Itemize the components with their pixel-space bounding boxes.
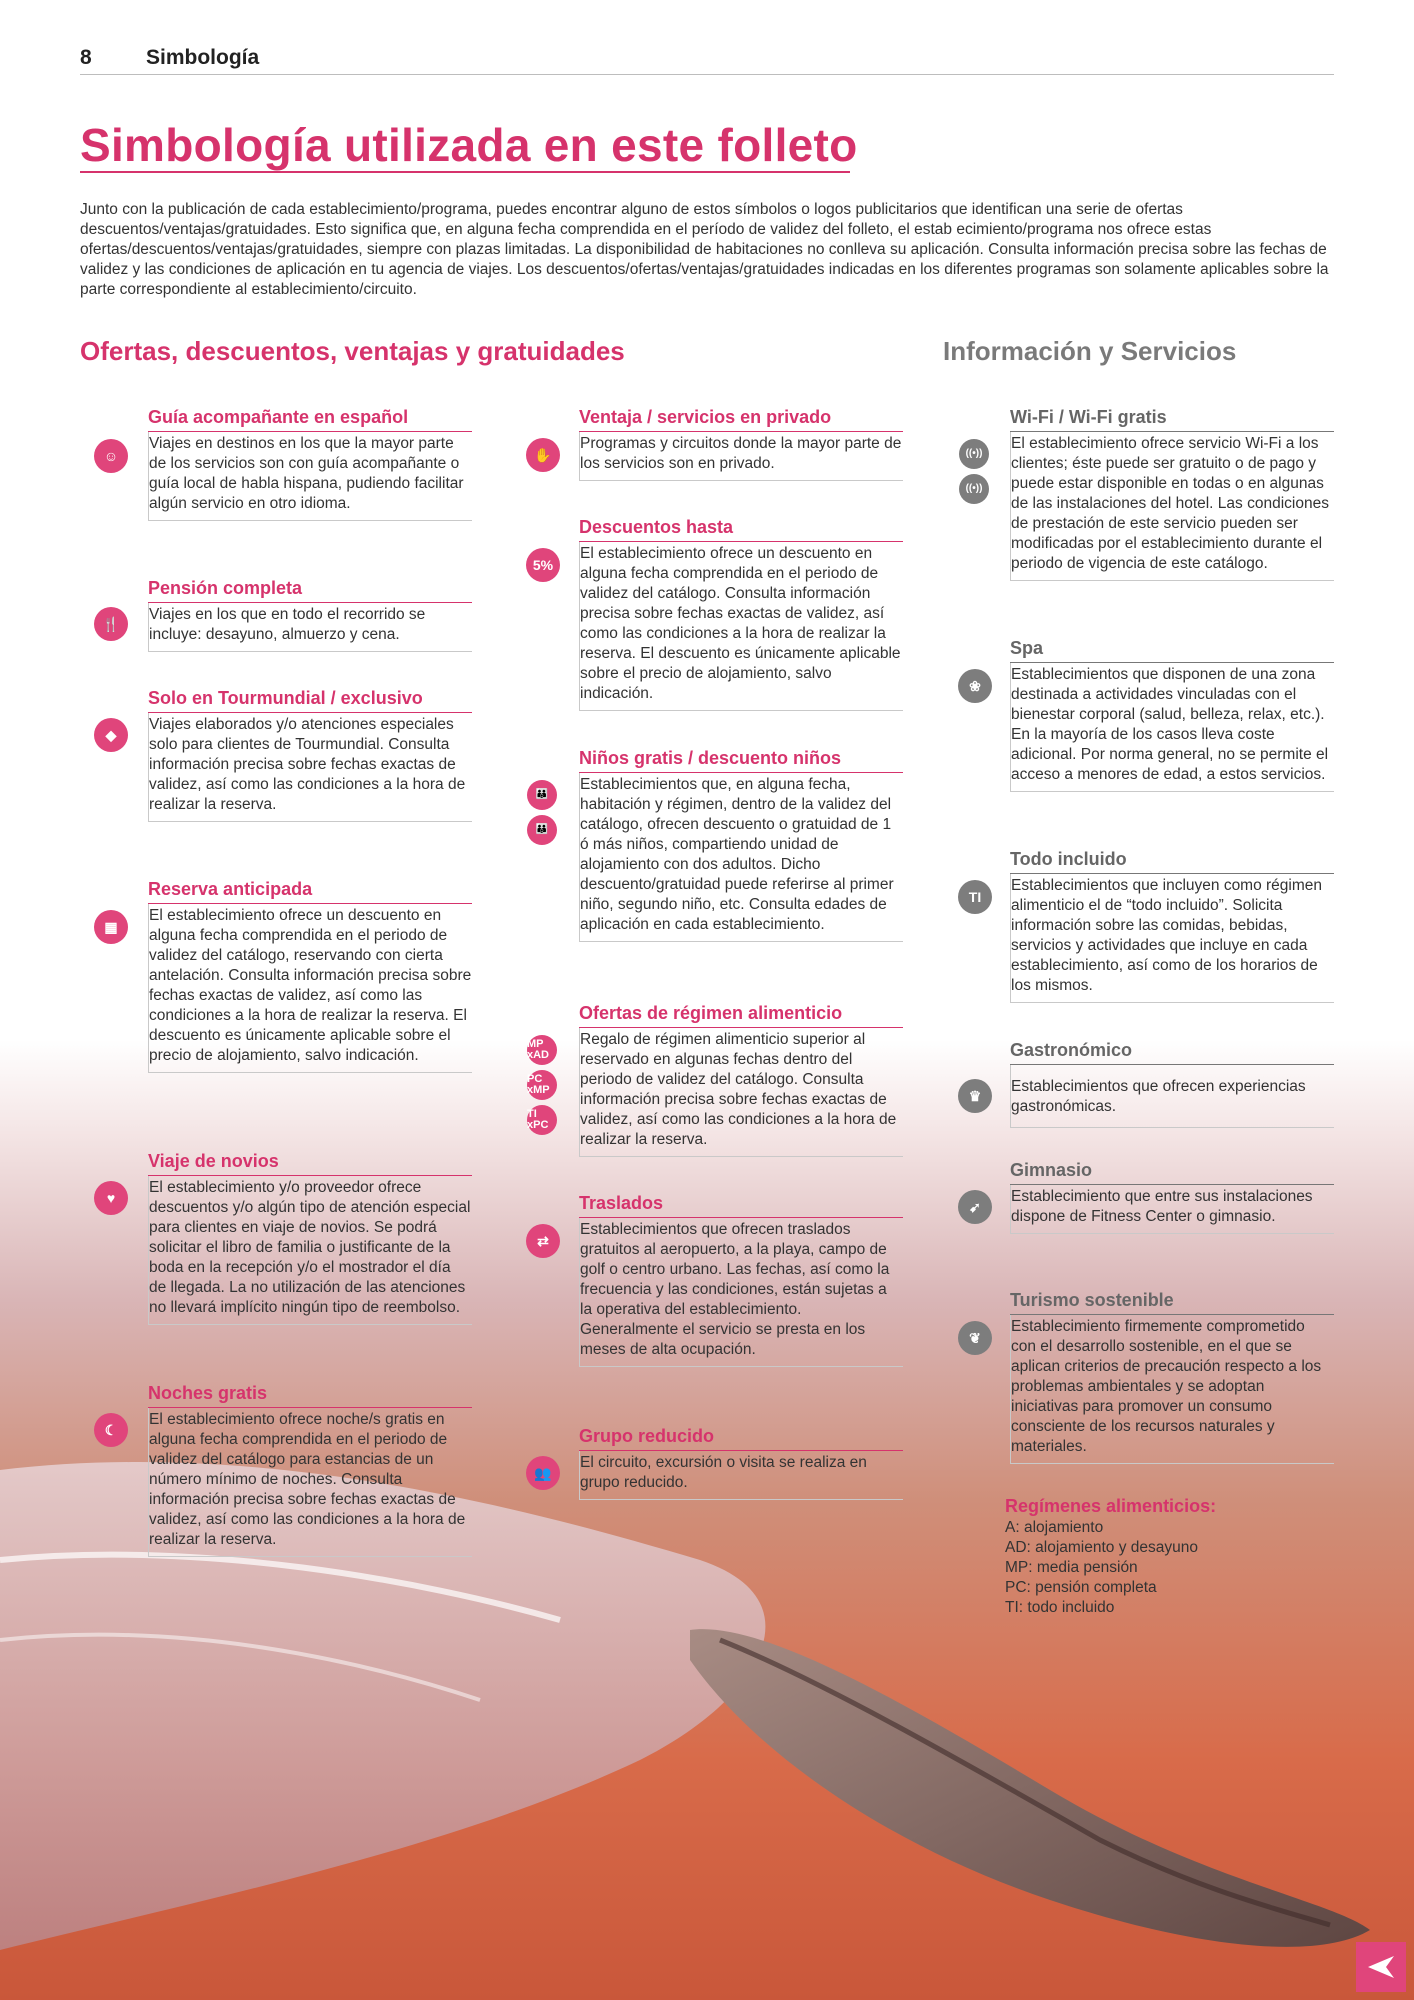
entry-title: Viaje de novios [148,1151,472,1176]
entry-descuentos-hasta [579,517,903,711]
entry-description: Programas y circuitos donde la mayor parte de los servicios son en privado. [579,432,903,481]
meal-regime-item: PC: pensión completa [1005,1579,1157,1596]
entry-description: Regalo de régimen alimenticio superior al reservado en algunas fechas dentro del periodo de validez del catálogo. Consulta información precisa sobre fechas exactas de validez, así como las condiciones a la hora de realizar la reserva. [579,1028,903,1157]
meal-plan-icon: TI xPC [527,1105,557,1135]
entry-gimnasio [1010,1160,1334,1234]
entry-description: El establecimiento ofrece servicio Wi-Fi a los clientes; éste puede ser gratuito o de pago y puede estar disponible en todas o en algunas de las instalaciones del hotel. Las condiciones de prestación de este servicio pueden ser modificadas por el establecimiento durante el periodo de vigencia de este catálogo. [1010,432,1334,581]
entry-viaje-novios [148,1151,472,1325]
entry-title: Gastronómico [1010,1040,1334,1065]
entry-description: Viajes en destinos en los que la mayor parte de los servicios son con guía acompañante o guía local de habla hispana, pudiendo facilitar algún servicio en otro idioma. [148,432,472,521]
entry-title: Niños gratis / descuento niños [579,748,903,773]
entry-title: Noches gratis [148,1383,472,1408]
entry-wifi [1010,407,1334,581]
entry-description: El establecimiento y/o proveedor ofrece descuentos y/o algún tipo de atención especial para clientes en viaje de novios. Se podrá solicitar el libro de familia o justificante de la boda en la recepción y/o el mostrador el día de llegada. La no utilización de las atenciones no llevará implícito ningún tipo de reembolso. [148,1176,472,1325]
meal-plan-icon: MP xAD [527,1035,557,1065]
entry-title: Ventaja / servicios en privado [579,407,903,432]
back-button[interactable] [1356,1942,1406,1992]
wifi-icon: ((•)) [959,474,989,504]
entry-traslados [579,1193,903,1367]
entry-title: Gimnasio [1010,1160,1334,1185]
entry-title: Descuentos hasta [579,517,903,542]
entry-title: Pensión completa [148,578,472,603]
entry-noches-gratis [148,1383,472,1557]
meal-regime-item: TI: todo incluido [1005,1599,1115,1616]
discount-icon: 5% [526,548,560,582]
group-icon: 👥 [526,1456,560,1490]
entry-gastronomico [1010,1040,1334,1128]
meal-regimes-title: Regímenes alimenticios: [1005,1496,1217,1516]
entry-description: El establecimiento ofrece noche/s gratis en alguna fecha comprendida en el periodo de validez del catálogo para estancias de un número mínimo de noches. Consulta información precisa sobre fechas exactas de validez, así como las condiciones a la hora de realizar la reserva. [148,1408,472,1557]
entry-pension-completa [148,578,472,652]
diamond-icon: ◆ [94,718,128,752]
entry-description: Establecimiento firmemente comprometido con el desarrollo sostenible, en el que se aplican criterios de precaución respecto a los problemas ambientales y se adoptan iniciativas para promover un consumo consciente de los recursos naturales y materiales. [1010,1315,1334,1464]
wifi-icon: ((•)) [959,439,989,469]
info-section-heading: Información y Servicios [943,336,1237,366]
entry-reserva-anticipada [148,879,472,1073]
spa-icon: ❀ [958,669,992,703]
meal-regime-item: AD: alojamiento y desayuno [1005,1539,1199,1556]
arrow-left-icon [1366,1954,1396,1980]
entry-ofertas-regimen [579,1003,903,1157]
entry-description: Establecimientos que disponen de una zona destinada a actividades vinculadas con el bienestar corporal (salud, belleza, relax, etc.). En la mayoría de los casos lleva coste adicional. Por norma general, no se permite el acceso a menores de edad, a estos servicios. [1010,663,1334,792]
offers-section-heading: Ofertas, descuentos, ventajas y gratuidades [80,336,625,366]
children-icon: 👪 [527,815,557,845]
leaf-icon: ❦ [958,1321,992,1355]
meal-regime-item: A: alojamiento [1005,1519,1104,1536]
entry-turismo-sostenible [1010,1290,1334,1464]
guide-icon: ☺ [94,439,128,473]
entry-guia-acompanante [148,407,472,521]
intro-paragraph: Junto con la publicación de cada establecimiento/programa, puedes encontrar alguno de estos símbolos o logos publicitarios que identifican una serie de ofertas descuentos/ventajas/gratuidades. Esto significa que, en alguna fecha comprendida en el período de validez del folleto, el estab ecimiento/programa nos ofrece estas ofertas/descuentos/ventajas/gratuidades, siempre con plazas limitadas. La disponibilidad de habitaciones no conlleva su aplicación. Consulta información precisa sobre las fechas de validez y las condiciones de aplicación en tu agencia de viajes. Los descuentos/ofertas/ventajas/gratuidades indicadas en los diferentes programas son solamente aplicables sobre la parte correspondiente al establecimiento/circuito. [80,201,1329,298]
entry-ninos-gratis [579,748,903,942]
entry-description: Establecimiento que entre sus instalaciones dispone de Fitness Center o gimnasio. [1010,1185,1334,1234]
entry-servicios-privado [579,407,903,481]
entry-title: Spa [1010,638,1334,663]
entry-title: Wi-Fi / Wi-Fi gratis [1010,407,1334,432]
entry-title: Guía acompañante en español [148,407,472,432]
entry-spa [1010,638,1334,792]
moon-icon: ☾ [94,1413,128,1447]
header-divider [80,74,1334,75]
entry-solo-tourmundial [148,688,472,822]
page-title: Simbología utilizada en este folleto [80,119,858,171]
gym-icon: ➹ [958,1190,992,1224]
entry-description: Viajes elaborados y/o atenciones especiales solo para clientes de Tourmundial. Consulta información precisa sobre fechas exactas de validez, así como las condiciones a la hora de realizar la reserva. [148,713,472,822]
all-inclusive-icon: TI [958,880,992,914]
title-underline [80,171,850,173]
entry-description: El circuito, excursión o visita se realiza en grupo reducido. [579,1451,903,1500]
entry-title: Ofertas de régimen alimenticio [579,1003,903,1028]
entry-title: Solo en Tourmundial / exclusivo [148,688,472,713]
entry-description: Establecimientos que incluyen como régimen alimenticio el de “todo incluido”. Solicita información sobre las comidas, bebidas, servicios y actividades que incluye en cada establecimiento, así como de los horarios de los mismos. [1010,874,1334,1003]
entry-title: Traslados [579,1193,903,1218]
meal-regimes-legend [1005,1496,1325,1618]
entry-grupo-reducido [579,1426,903,1500]
entry-description: El establecimiento ofrece un descuento en alguna fecha comprendida en el periodo de validez del catálogo. Consulta información precisa sobre fechas exactas de validez, así como las condiciones a la hora de realizar la reserva. El descuento es únicamente aplicable sobre el precio de alojamiento, salvo indicación. [579,542,903,711]
entry-description: Viajes en los que en todo el recorrido se incluye: desayuno, almuerzo y cena. [148,603,472,652]
entry-description: Establecimientos que, en alguna fecha, habitación y régimen, dentro de la validez del catálogo, ofrecen descuento o gratuidad de 1 ó más niños, compartiendo unidad de alojamiento con dos adultos. Dicho descuento/gratuidad puede referirse al primer niño, segundo niño, etc. Consulta edades de aplicación en cada establecimiento. [579,773,903,942]
entry-description: El establecimiento ofrece un descuento en alguna fecha comprendida en el periodo de validez del catálogo, reservando con cierta antelación. Consulta información precisa sobre fechas exactas de validez, así como las condiciones a la hora de realizar la reserva. El descuento es únicamente aplicable sobre el precio de alojamiento, salvo indicación. [148,904,472,1073]
children-icon: 👪 [527,780,557,810]
entry-title: Grupo reducido [579,1426,903,1451]
meal-regime-item: MP: media pensión [1005,1559,1138,1576]
honeymoon-icon: ♥ [94,1181,128,1215]
entry-title: Turismo sostenible [1010,1290,1334,1315]
page-number: 8 [80,46,92,69]
chef-hat-icon: ♛ [958,1079,992,1113]
entry-description: Establecimientos que ofrecen traslados gratuitos al aeropuerto, a la playa, campo de golf o centro urbano. Las fechas, así como la frecuencia y las condiciones, están sujetas a la operativa del establecimiento. Generalmente el servicio se presta en los meses de alta ocupación. [579,1218,903,1367]
cutlery-icon: 🍴 [94,607,128,641]
entry-title: Reserva anticipada [148,879,472,904]
meal-plan-icon: PC xMP [527,1070,557,1100]
entry-title: Todo incluido [1010,849,1334,874]
entry-todo-incluido [1010,849,1334,1003]
entry-description: Establecimientos que ofrecen experiencias gastronómicas. [1010,1065,1334,1128]
section-label: Simbología [146,46,260,69]
calendar-icon: ▦ [94,910,128,944]
transfer-icon: ⇄ [526,1224,560,1258]
private-icon: ✋ [526,438,560,472]
